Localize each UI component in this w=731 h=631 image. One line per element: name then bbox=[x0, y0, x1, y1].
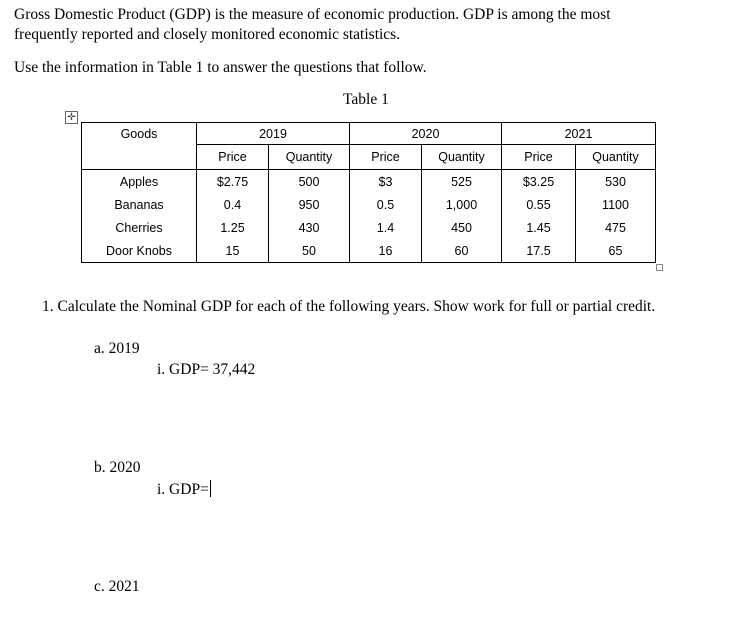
table-cell: 530 bbox=[576, 170, 656, 194]
question-a-label: a. 2019 bbox=[94, 340, 140, 357]
good-name: Apples bbox=[82, 170, 197, 194]
question-a-answer[interactable]: i. GDP= 37,442 bbox=[157, 361, 256, 378]
text-cursor bbox=[210, 480, 211, 497]
table-cell: $3.25 bbox=[502, 170, 576, 194]
table-cell: 16 bbox=[350, 239, 422, 263]
table-cell: 0.5 bbox=[350, 193, 422, 216]
goods-header-blank bbox=[82, 145, 197, 170]
quantity-header: Quantity bbox=[576, 145, 656, 170]
question-1: 1. Calculate the Nominal GDP for each of the following years. Show work for full or partial credit. bbox=[42, 298, 656, 315]
table-header-row-years bbox=[82, 123, 656, 145]
good-name: Bananas bbox=[82, 193, 197, 216]
table-cell: 950 bbox=[269, 193, 350, 216]
instruction-text: Use the information in Table 1 to answer the questions that follow. bbox=[14, 59, 427, 76]
table-cell: 1.45 bbox=[502, 216, 576, 239]
year-header: 2019 bbox=[197, 123, 350, 145]
intro-line-1: Gross Domestic Product (GDP) is the measure of economic production. GDP is among the most bbox=[14, 6, 611, 23]
price-header: Price bbox=[197, 145, 269, 170]
table-cell: 1100 bbox=[576, 193, 656, 216]
good-name: Cherries bbox=[82, 216, 197, 239]
table-cell: 0.55 bbox=[502, 193, 576, 216]
table-row bbox=[82, 239, 656, 263]
table-caption: Table 1 bbox=[343, 91, 389, 108]
table-row bbox=[82, 170, 656, 194]
table-cell: 1.25 bbox=[197, 216, 269, 239]
table-cell: 50 bbox=[269, 239, 350, 263]
question-c-label: c. 2021 bbox=[94, 578, 140, 595]
table-resize-handle[interactable] bbox=[656, 264, 663, 271]
table-cell: 17.5 bbox=[502, 239, 576, 263]
table-cell: $3 bbox=[350, 170, 422, 194]
good-name: Door Knobs bbox=[82, 239, 197, 263]
intro-line-2: frequently reported and closely monitored economic statistics. bbox=[14, 26, 401, 43]
goods-header: Goods bbox=[82, 123, 197, 145]
table-cell: 60 bbox=[422, 239, 502, 263]
table-cell: 15 bbox=[197, 239, 269, 263]
table-cell: 65 bbox=[576, 239, 656, 263]
year-header: 2020 bbox=[350, 123, 502, 145]
table-move-handle-icon[interactable]: ✛ bbox=[65, 111, 78, 124]
table-header-row-fields bbox=[82, 145, 656, 170]
quantity-header: Quantity bbox=[269, 145, 350, 170]
gdp-table bbox=[81, 122, 656, 263]
year-header: 2021 bbox=[502, 123, 656, 145]
table-cell: 0.4 bbox=[197, 193, 269, 216]
question-b-label: b. 2020 bbox=[94, 459, 141, 476]
table-cell: 1,000 bbox=[422, 193, 502, 216]
table-cell: 430 bbox=[269, 216, 350, 239]
table-cell: 525 bbox=[422, 170, 502, 194]
question-b-answer[interactable]: i. GDP= bbox=[157, 481, 209, 498]
table-cell: 475 bbox=[576, 216, 656, 239]
price-header: Price bbox=[502, 145, 576, 170]
table-row bbox=[82, 193, 656, 216]
table-cell: 500 bbox=[269, 170, 350, 194]
table-cell: 450 bbox=[422, 216, 502, 239]
table-cell: 1.4 bbox=[350, 216, 422, 239]
price-header: Price bbox=[350, 145, 422, 170]
quantity-header: Quantity bbox=[422, 145, 502, 170]
table-row bbox=[82, 216, 656, 239]
question-b-answer-line[interactable] bbox=[157, 480, 211, 500]
table-cell: $2.75 bbox=[197, 170, 269, 194]
